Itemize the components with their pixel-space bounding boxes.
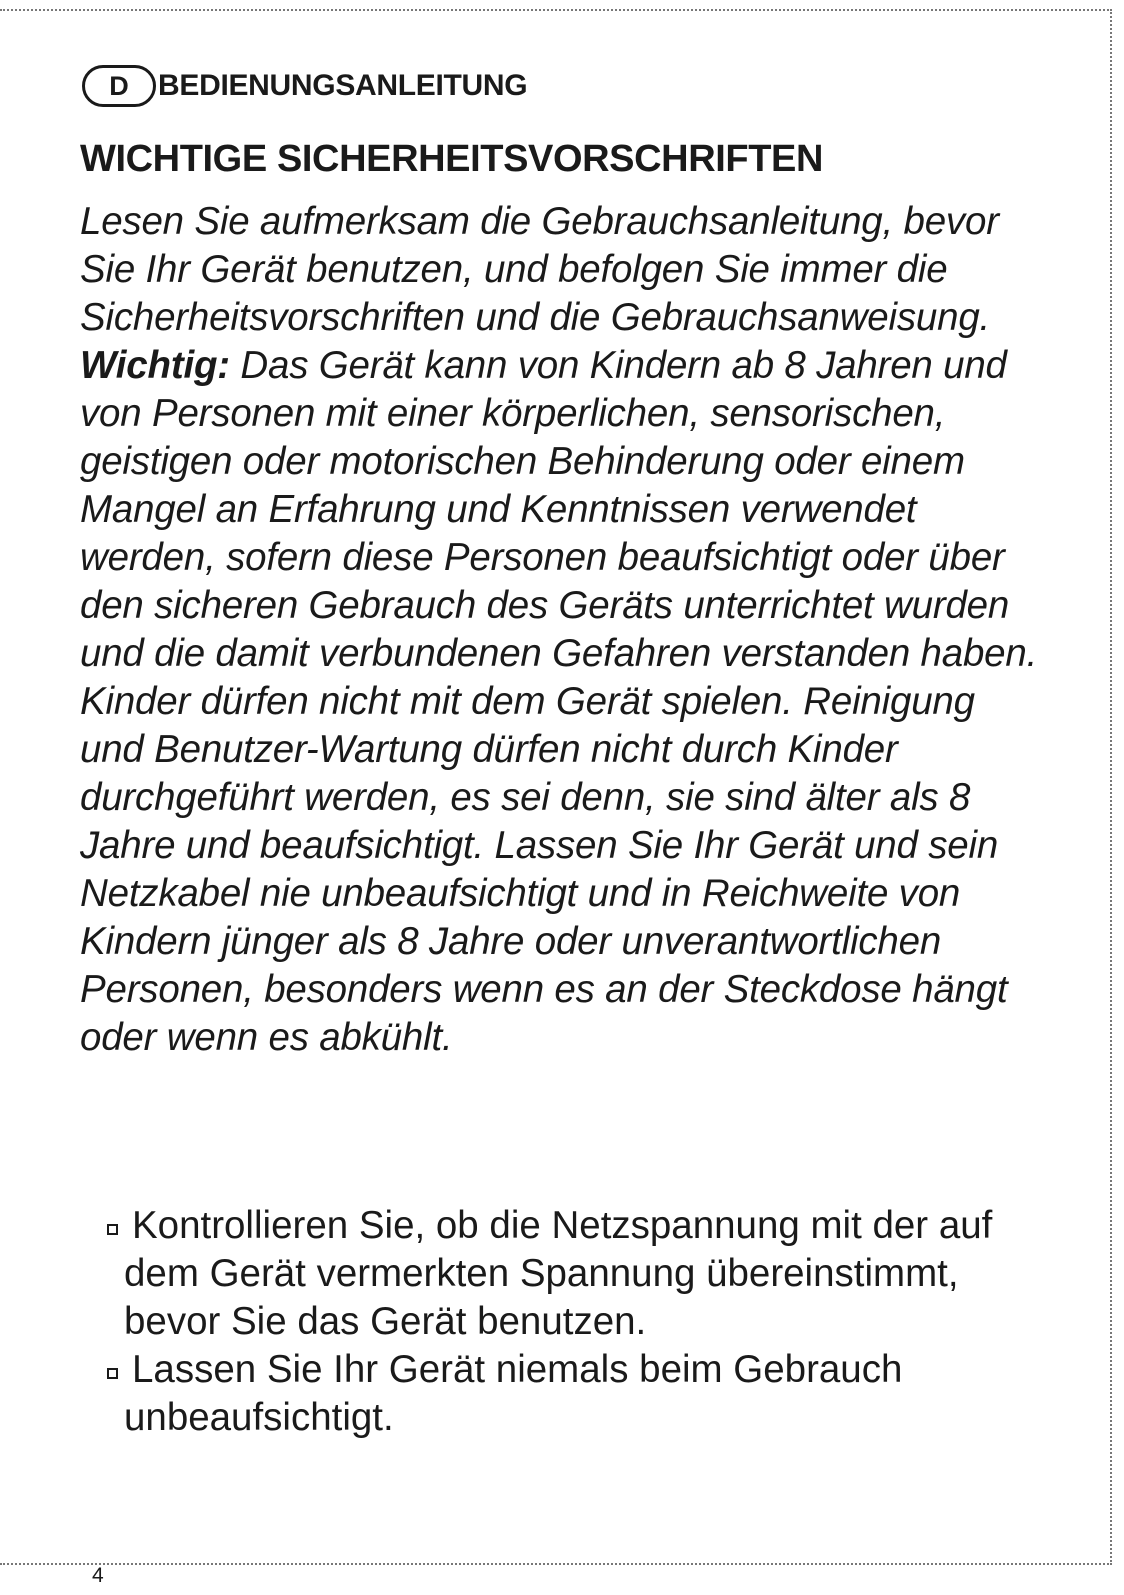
intro-paragraph-1: Lesen Sie aufmerksam die Gebrauchsanleitung, bevor Sie Ihr Gerät benutzen, und befolgen Sie immer die Sicherheitsvorschriften und die Gebrauchsanweisung. <box>80 200 999 339</box>
list-item <box>76 1202 1056 1346</box>
important-label: Wichtig: <box>80 344 230 387</box>
list-item <box>76 1346 1056 1442</box>
page-number: 4 <box>92 1564 104 1587</box>
checkbox-bullet-icon <box>107 1224 118 1235</box>
list-item-text: Kontrollieren Sie, ob die Netzspannung mit der auf dem Gerät vermerkten Spannung übereinstimmt, bevor Sie das Gerät benutzen. <box>124 1204 993 1343</box>
intro-text <box>80 198 1040 1062</box>
safety-list <box>76 1202 1056 1442</box>
checkbox-bullet-icon <box>107 1368 118 1379</box>
language-header <box>82 62 527 110</box>
language-badge: D <box>82 65 156 107</box>
list-item-text: Lassen Sie Ihr Gerät niemals beim Gebrauch unbeaufsichtigt. <box>124 1348 903 1439</box>
intro-paragraph-2: Das Gerät kann von Kindern ab 8 Jahren und von Personen mit einer körperlichen, sensorischen, geistigen oder motorischen Behinderung oder einem Mangel an Erfahrung und Kenntnissen verwendet werden, sofern diese Personen beaufsichtigt oder über den sicheren Gebrauch des Geräts unterrichtet wurden und die damit verbundenen Gefahren verstanden haben. Kinder dürfen nicht mit dem Gerät spielen. Reinigung und Benutzer-Wartung dürfen nicht durch Kinder durchgeführt werden, es sei denn, sie sind älter als 8 Jahre und beaufsichtigt. Lassen Sie Ihr Gerät und sein Netzkabel nie unbeaufsichtigt und in Reichweite von Kindern jünger als 8 Jahre oder unverantwortlichen Personen, besonders wenn es an der Steckdose hängt oder wenn es abkühlt. <box>80 344 1038 1059</box>
manual-title: BEDIENUNGSANLEITUNG <box>158 69 528 102</box>
section-title: WICHTIGE SICHERHEITSVORSCHRIFTEN <box>80 138 824 180</box>
